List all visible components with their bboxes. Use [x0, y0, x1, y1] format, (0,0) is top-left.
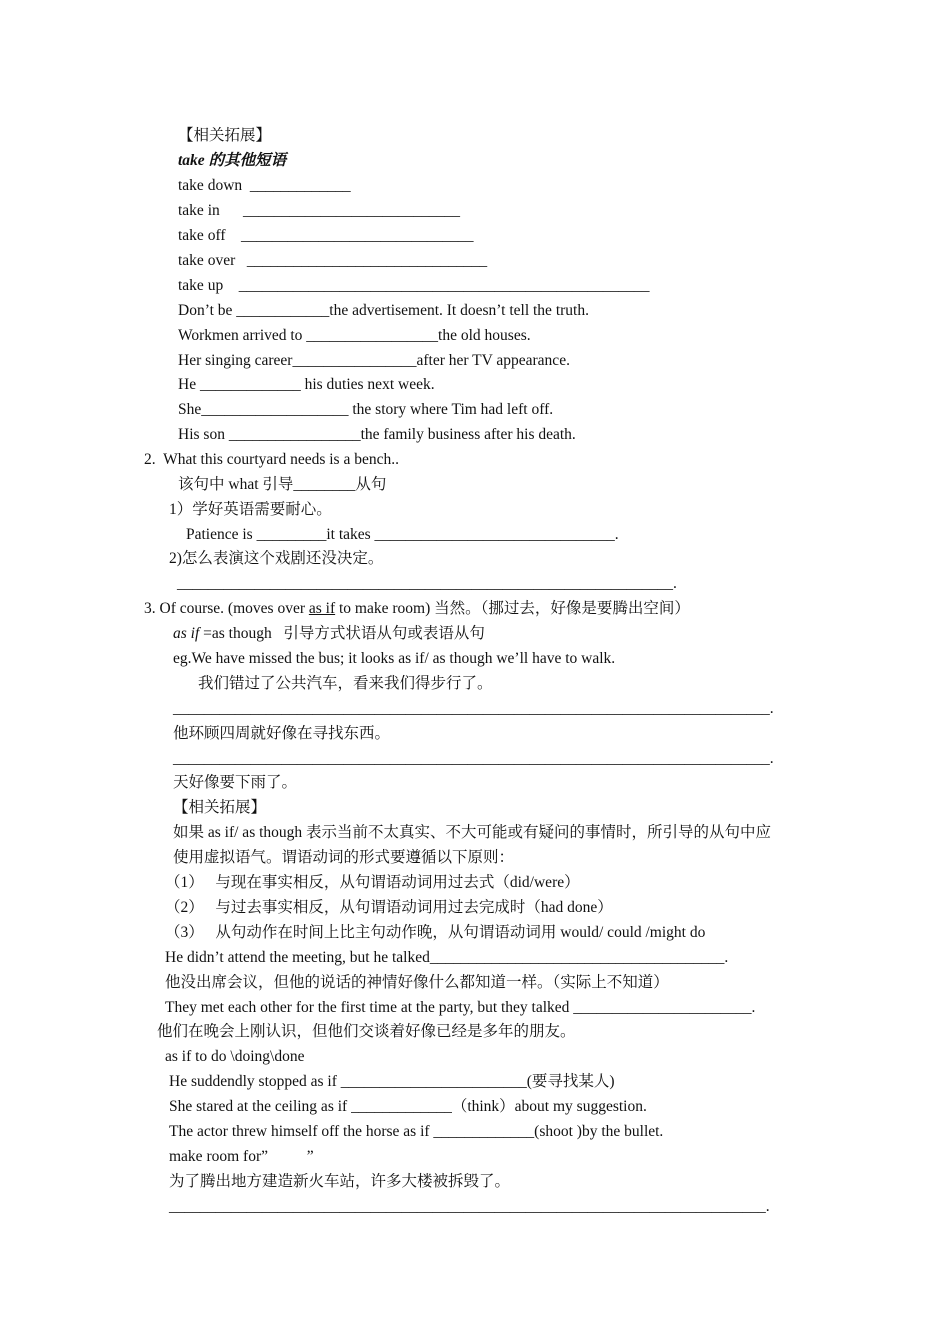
as-if-definition — [173, 624, 485, 644]
title-word: take — [178, 152, 205, 169]
phrase-take-up: take up _____________________________________________________ — [178, 277, 650, 294]
rule-3: （3） 从句动作在时间上比主句动作晚，从句谓语动词用 would/ could /might do — [165, 924, 706, 941]
exercise-sentence: He _____________ his duties next week. — [178, 376, 435, 393]
exercise-sentence: Don’t be ____________the advertisement. It doesn’t tell the truth. — [178, 302, 589, 319]
phrase-take-off: take off ______________________________ — [178, 227, 474, 244]
answer-blank: _____________________________________________________________________________. — [169, 1198, 770, 1215]
extension-heading-1: 【相关拓展】 — [178, 127, 272, 144]
phrase-take-down: take down _____________ — [178, 177, 351, 194]
example-chinese: 我们错过了公共汽车，看来我们得步行了。 — [198, 675, 493, 692]
extension-heading-2: 【相关拓展】 — [173, 799, 267, 816]
answer-blank: _____________________________________________________________________________. — [173, 700, 774, 717]
translation-prompt: 他环顾四周就好像在寻找东西。 — [173, 725, 391, 742]
take-phrases-title — [178, 151, 286, 171]
exercise-sentence: He suddendly stopped as if ________________________(要寻找某人) — [169, 1073, 615, 1090]
exercise-sentence: Her singing career________________after her TV appearance. — [178, 352, 570, 369]
make-room-for: make room for” ” — [169, 1148, 314, 1165]
example-2-blank: ________________________________________________________________. — [177, 575, 677, 592]
example-1-chinese: 1）学好英语需要耐心。 — [169, 501, 332, 518]
title-part-a: 3. Of course. (moves over — [144, 600, 309, 617]
form-note: as if to do \doing\done — [165, 1048, 305, 1065]
definition-text: =as though 引导方式状语从句或表语从句 — [199, 625, 485, 642]
exercise-sentence: She___________________ the story where Tim had left off. — [178, 401, 554, 418]
exercise-sentence: She stared at the ceiling as if _____________（think）about my suggestion. — [169, 1098, 647, 1115]
definition-term: as if — [173, 625, 200, 642]
phrase-take-in: take in ____________________________ — [178, 202, 460, 219]
extension-paragraph-line-1: 如果 as if/ as though 表示当前不太真实、不大可能或有疑问的事情时，所引导的从句中应 — [173, 824, 772, 841]
exercise-sentence: Workmen arrived to _________________the old houses. — [178, 327, 531, 344]
example-1-english: Patience is _________it takes _______________________________. — [186, 526, 619, 543]
exercise-sentence: He didn’t attend the meeting, but he talked______________________________________. — [165, 949, 729, 966]
phrase-take-over: take over _______________________________ — [178, 252, 488, 269]
title-rest: 的其他短语 — [204, 152, 287, 169]
example-2-chinese: 2)怎么表演这个戏剧还没决定。 — [169, 550, 384, 567]
section-2-note: 该句中 what 引导________从句 — [178, 476, 387, 493]
exercise-sentence: They met each other for the first time at the party, but they talked _______________________. — [165, 999, 756, 1016]
answer-blank: _____________________________________________________________________________. — [173, 750, 774, 767]
title-part-b: to make room) 当然。（挪过去，好像是要腾出空间） — [335, 600, 690, 617]
exercise-sentence: His son _________________the family business after his death. — [178, 426, 576, 443]
rule-1: （1） 与现在事实相反，从句谓语动词用过去式（did/were） — [165, 874, 580, 891]
exercise-translation: 他们在晚会上刚认识，但他们交谈着好像已经是多年的朋友。 — [157, 1023, 576, 1040]
section-2-title: 2. What this courtyard needs is a bench.. — [144, 451, 399, 468]
translation-prompt: 天好像要下雨了。 — [173, 774, 298, 791]
section-3-title — [144, 599, 690, 619]
exercise-sentence: The actor threw himself off the horse as if _____________(shoot )by the bullet. — [169, 1123, 664, 1140]
translation-prompt: 为了腾出地方建造新火车站，许多大楼被拆毁了。 — [169, 1173, 511, 1190]
extension-paragraph-line-2: 使用虚拟语气。谓语动词的形式要遵循以下原则： — [173, 849, 515, 866]
title-as-if: as if — [308, 600, 336, 617]
example-english: eg.We have missed the bus; it looks as if/ as though we’ll have to walk. — [173, 650, 616, 667]
rule-2: （2） 与过去事实相反，从句谓语动词用过去完成时（had done） — [165, 899, 613, 916]
exercise-translation: 他没出席会议，但他的说话的神情好像什么都知道一样。（实际上不知道） — [165, 974, 669, 991]
